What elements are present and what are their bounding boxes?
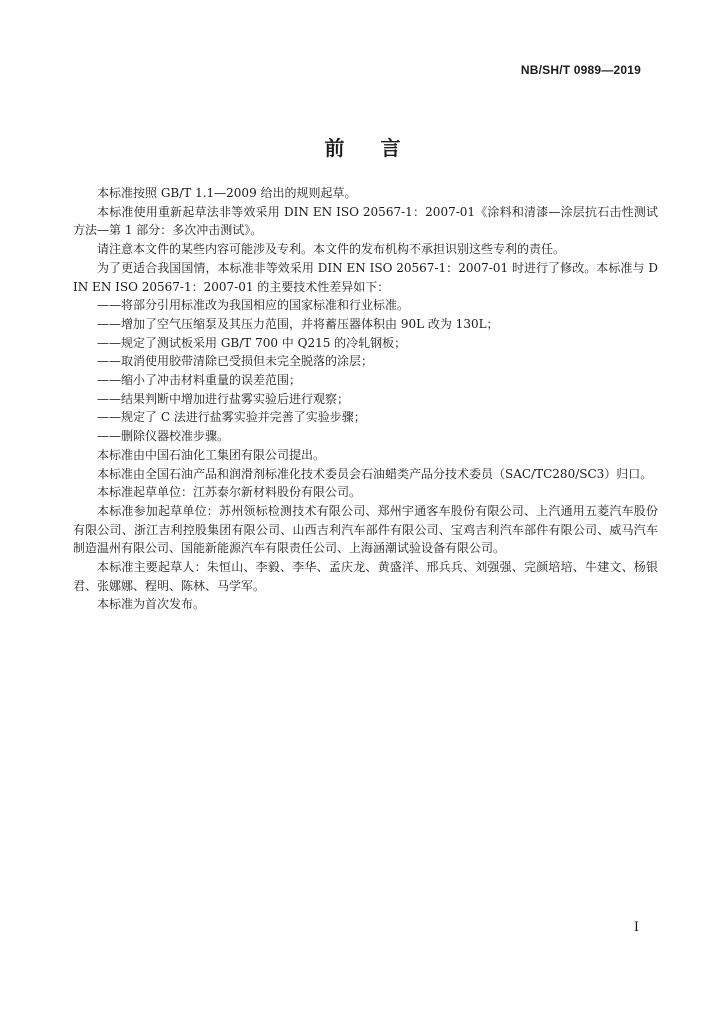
difference-item: ——将部分引用标准改为我国相应的国家标准和行业标准。 (97, 298, 410, 313)
difference-item: ——增加了空气压缩泵及其压力范围，并将蓄压器体积由 90L 改为 130L； (97, 316, 499, 331)
paragraph: 本标准为首次发布。 (97, 597, 206, 612)
paragraph: 本标准由中国石油化工集团有限公司提出。 (97, 447, 326, 462)
paragraph: 本标准起草单位：江苏泰尔新材料股份有限公司。 (97, 485, 362, 500)
difference-item: ——缩小了冲击材料重量的误差范围； (97, 373, 302, 388)
page-number: I (633, 920, 639, 935)
paragraph: 本标准使用重新起草法非等效采用 DIN EN ISO 20567-1：2007-01《涂料和清漆—涂层抗石击性测试方法—第 1 部分：多次冲击测试》。 (73, 204, 658, 238)
difference-item: ——删除仪器校准步骤。 (97, 429, 230, 444)
standard-code: NB/SH/T 0989—2019 (520, 63, 641, 77)
difference-item: ——结果判断中增加进行盐雾实验后进行观察； (97, 391, 350, 406)
paragraph: 本标准按照 GB/T 1.1—2009 给出的规则起草。 (97, 186, 357, 200)
paragraph: 为了更适合我国国情，本标准非等效采用 DIN EN ISO 20567-1：2007-01 时进行了修改。本标准与 DIN EN ISO 20567-1：2007-01 的主要技术性差异如下： (73, 260, 658, 294)
paragraph: 请注意本文件的某些内容可能涉及专利。本文件的发布机构不承担识别这些专利的责任。 (97, 242, 566, 257)
foreword-body (73, 184, 658, 614)
difference-item: ——规定了测试板采用 GB/T 700 中 Q215 的冷轧钢板； (97, 335, 407, 350)
paragraph: 本标准参加起草单位：苏州领标检测技术有限公司、郑州宇通客车股份有限公司、上汽通用五菱汽车股份有限公司、浙江吉利控股集团有限公司、山西吉利汽车部件有限公司、宝鸡吉利汽车部件有限公司、威马汽车制造温州有限公司、国能新能源汽车有限责任公司、上海涵潮试验设备有限公司。 (73, 503, 658, 556)
page-title: 前言 (324, 136, 437, 160)
difference-item: ——取消使用胶带清除已受损但未完全脱落的涂层； (97, 354, 374, 369)
paragraph: 本标准主要起草人：朱恒山、李毅、李华、孟庆龙、黄盛洋、邢兵兵、刘强强、完颜培培、牛建文、杨银君、张娜娜、程明、陈林、马学军。 (73, 560, 658, 593)
difference-item: ——规定了 C 法进行盐雾实验并完善了实验步骤； (97, 410, 366, 425)
paragraph: 本标准由全国石油产品和润滑剂标准化技术委员会石油蜡类产品分技术委员（SAC/TC280/SC3）归口。 (97, 466, 653, 481)
